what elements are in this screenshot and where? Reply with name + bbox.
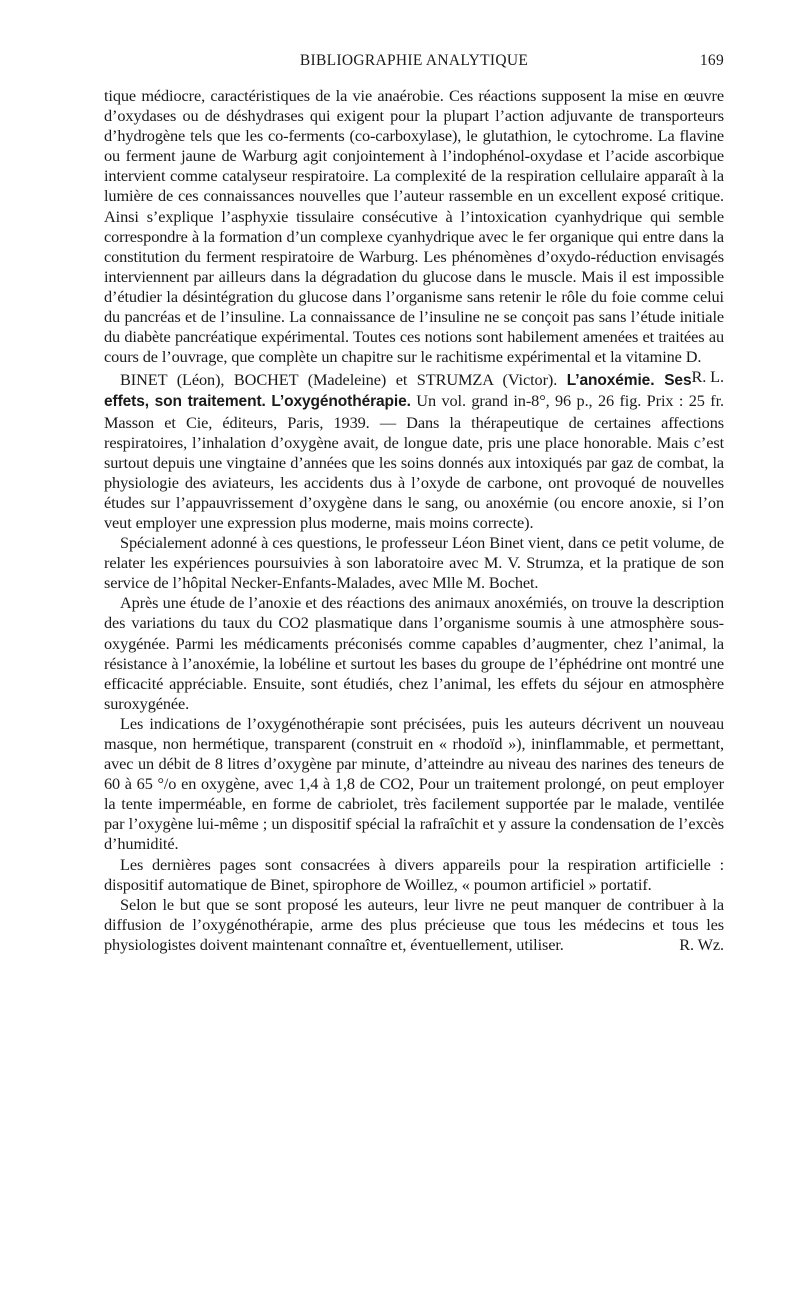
review2-entry	[104, 370, 724, 533]
running-title: BIBLIOGRAPHIE ANALYTIQUE	[299, 52, 529, 69]
review2-paragraph: Les indications de l’oxygénothérapie sont précisées, puis les auteurs décrivent un nouveau masque, non hermétique, transparent (construit en « rhodoïd »), ininflammable, et permettant, avec un débit de 8 litres d’oxygène par minute, d’atteindre au niveau des narines des teneurs de 60 à 65 °/o en oxygène, avec 1,4 à 1,8 de CO2, Pour un traitement prolongé, on peut employer la tente imperméable, en forme de cabriolet, très facilement supportée par le malade, ventilée par l’oxygène lui-même ; un dispositif spécial la rafraîchit et y assure la condensation de l’excès d’humidité.	[104, 713, 724, 854]
review2-book-title: L’anoxémie. Ses effets, son traitement. L’oxygénothérapie.	[104, 372, 692, 411]
review2-signature: R. Wz.	[679, 934, 724, 954]
review2-paragraph: Après une étude de l’anoxie et des réactions des animaux anoxémiés, on trouve la description des variations du taux du CO2 plasmatique dans l’organisme soumis à une atmosphère sous-oxygénée. Parmi les médicaments préconisés comme capables d’augmenter, chez l’animal, la résistance à l’anoxémie, la lobéline et surtout les bases du groupe de l’éphédrine ont montré une efficacité appréciable. Ensuite, sont étudiés, chez l’animal, les effets du séjour en atmosphère suroxygénée.	[104, 593, 724, 713]
review2-p6-text: Selon le but que se sont proposé les auteurs, leur livre ne peut manquer de contribuer à la diffusion de l’oxygénothérapie, arme des plus précieuse que tous les médecins et tous les physiologistes doivent maintenant connaître et, éventuellement, utiliser.	[104, 894, 724, 954]
review1-text: tique médiocre, caractéristiques de la vie anaérobie. Ces réactions supposent la mise en œuvre d’oxydases ou de déshydrases qui exigent pour la plupart l’action adjuvante de transporteurs d’hydrogène tels que les co-ferments (co-carboxylase), le glutathion, le cytochrome. La flavine ou ferment jaune de Warburg agit conjointement à l’indophénol-oxydase et l’acide ascorbique intervient comme catalyseur respiratoire. La complexité de la respiration cellulaire apparaît à la lumière de ces connaissances nouvelles que l’auteur rassemble en un excellent exposé critique. Ainsi s’explique l’asphyxie tissulaire consécutive à l’intoxication cyanhydrique qui semble correspondre à la formation d’un complexe cyanhydrique avec le fer organique qui entre dans la constitution du ferment respiratoire de Warburg. Les phénomènes d’oxydo-réduction envisagés interviennent par ailleurs dans la dégradation du glucose dans le muscle. Mais il est impossible d’étudier la désintégration du glucose dans l’organisme sans retenir le rôle du foie comme celui du pancréas et de l’insuline. La connaissance de l’insuline ne se conçoit pas sans l’étude initiale du diabète pancréatique expérimental. Toutes ces notions sont habilement amenées et traitées au cours de l’ouvrage, que complète un chapitre sur le rachitisme expérimental et la vitamine D.	[104, 86, 724, 367]
review2-authors: BINET (Léon), BOCHET (Madeleine) et STRUMZA (Victor).	[120, 370, 558, 390]
review1-signature: R. L.	[691, 367, 724, 387]
review2-publication: Un vol. grand in-8°, 96 p., 26 fig. Prix : 25 fr. Masson et Cie, éditeurs, Paris, 1939. — Dans la thérapeutique de certaines affections respiratoires, l’inhalation d’oxygène avait, de longue date, pris une place honorable. Mais c’est surtout depuis une vingtaine d’années que les soins donnés aux intoxiqués par gaz de combat, la physiologie des aviateurs, les accidents dus à l’oxyde de carbone, ont provoqué de nouvelles études sur l’appauvrissement d’oxygène dans le sang, ou anoxémie (ou encore anoxie, si l’on veut employer une expression plus moderne, mais moins correcte).	[104, 391, 724, 532]
review2-final-paragraph	[104, 895, 724, 955]
review2-paragraph: Les dernières pages sont consacrées à divers appareils pour la respiration artificielle : dispositif automatique de Binet, spirophore de Woillez, « poumon artificiel » portatif.	[104, 854, 724, 894]
running-header	[104, 52, 724, 76]
review2-paragraph: Spécialement adonné à ces questions, le professeur Léon Binet vient, dans ce petit volume, de relater les expériences poursuivies à son laboratoire avec M. V. Strumza, et la pratique de son service de l’hôpital Necker-Enfants-Malades, avec Mlle M. Bochet.	[104, 533, 724, 593]
page-number: 169	[699, 52, 724, 69]
article-body	[104, 86, 724, 955]
